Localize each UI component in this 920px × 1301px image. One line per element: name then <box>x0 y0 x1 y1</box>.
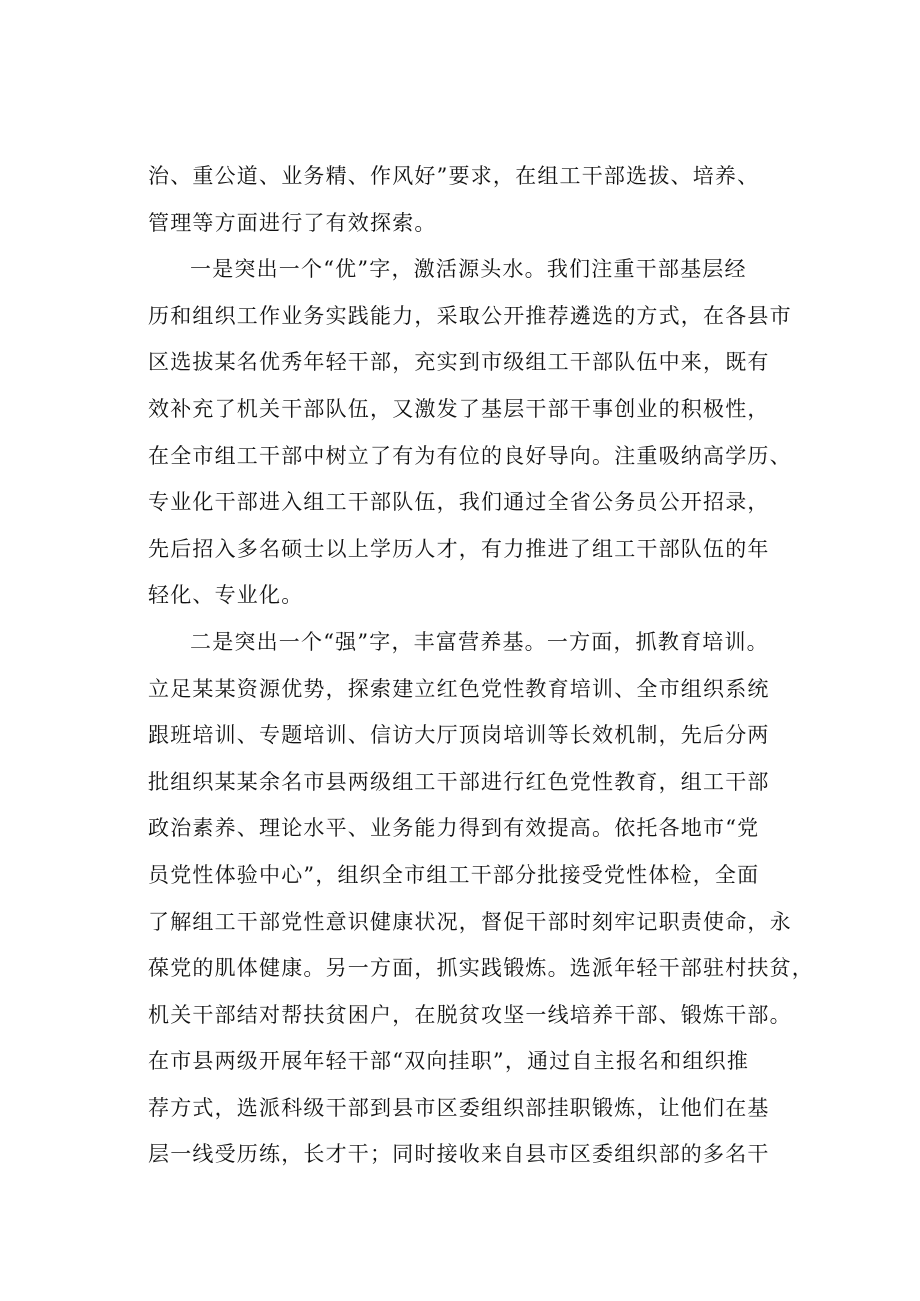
text-line: 荐方式，选派科级干部到县市区委组织部挂职锻炼，让他们在基 <box>148 1095 770 1120</box>
text-line: 了解组工干部党性意识健康状况，督促干部时刻牢记职责使命，永 <box>148 909 792 934</box>
text-line: 先后招入多名硕士以上学历人才，有力推进了组工干部队伍的年 <box>148 536 770 561</box>
text-line: 历和组织工作业务实践能力，采取公开推荐遴选的方式，在各县市 <box>148 303 792 328</box>
text-line: 治、重公道、业务精、作风好”要求，在组工干部选拔、培养、 <box>148 164 760 188</box>
text-line: 管理等方面进行了有效探索。 <box>148 210 437 235</box>
text-line: 层一线受历练，长才干；同时接收来自县市区委组织部的多名干 <box>148 1142 770 1167</box>
text-line: 区选拔某名优秀年轻干部，充实到市级组工干部队伍中来，既有 <box>148 350 770 375</box>
text-line: 员党性体验中心”，组织全市组工干部分批接受党性体检，全面 <box>148 862 760 887</box>
text-line: 葆党的肌体健康。另一方面，抓实践锻炼。选派年轻干部驻村扶贫， <box>148 956 814 981</box>
text-line: 跟班培训、专题培训、信访大厅顶岗培训等长效机制，先后分两 <box>148 723 770 748</box>
document-body <box>148 153 814 1178</box>
text-line: 在全市组工干部中树立了有为有位的良好导向。注重吸纳高学历、 <box>148 443 792 468</box>
text-line: 轻化、专业化。 <box>148 583 304 608</box>
text-line: 立足某某资源优势，探索建立红色党性教育培训、全市组织系统 <box>148 676 770 701</box>
paragraph-first-line: 一是突出一个“优”字，激活源头水。我们注重干部基层经 <box>190 257 747 282</box>
text-line: 专业化干部进入组工干部队伍，我们通过全省公务员公开招录， <box>148 490 770 515</box>
text-line: 批组织某某余名市县两级组工干部进行红色党性教育，组工干部 <box>148 769 770 794</box>
text-line: 机关干部结对帮扶贫困户，在脱贫攻坚一线培养干部、锻炼干部。 <box>148 1002 792 1027</box>
text-line: 政治素养、理论水平、业务能力得到有效提高。依托各地市“党 <box>148 816 760 841</box>
text-line: 效补充了机关干部队伍，又激发了基层干部干事创业的积极性， <box>148 396 770 421</box>
text-line: 在市县两级开展年轻干部“双向挂职”，通过自主报名和组织推 <box>148 1049 750 1074</box>
paragraph-first-line: 二是突出一个“强”字，丰富营养基。一方面，抓教育培训。 <box>190 629 769 654</box>
